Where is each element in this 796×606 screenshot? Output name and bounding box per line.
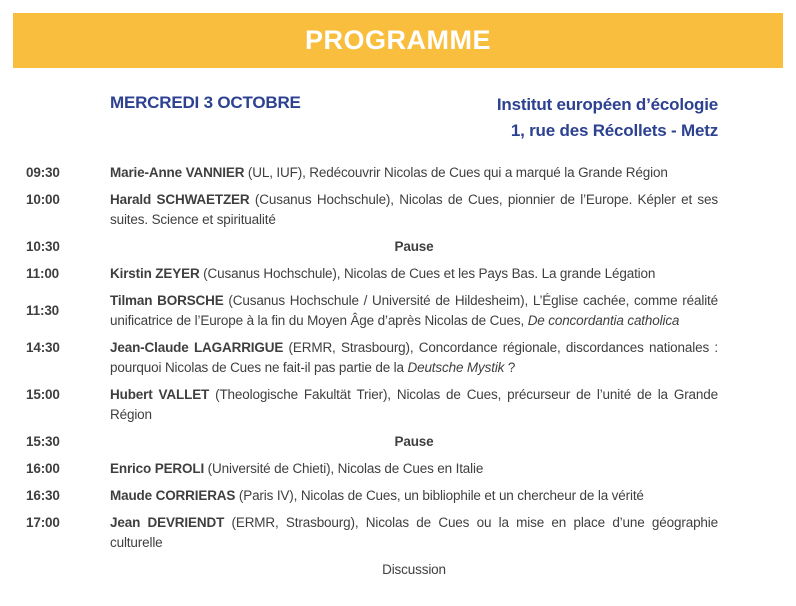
schedule-row [26, 163, 718, 183]
venue-address [497, 92, 718, 144]
time-label: 11:30 [26, 303, 60, 318]
schedule-row [26, 338, 718, 378]
speaker-name: Jean DEVRIENDT [110, 515, 225, 530]
talk-text-after: ? [504, 360, 516, 375]
talk-text: (ERMR, Strasbourg), Nicolas de Cues ou la mise en place d’une géographie culturelle [110, 515, 718, 550]
speaker-name: Kirstin ZEYER [110, 266, 200, 281]
talk-description [110, 486, 718, 506]
talk-text: (Cusanus Hochschule), Nicolas de Cues, pionnier de l’Europe. Képler et ses suites. Science et spiritualité [110, 192, 718, 227]
schedule-row [26, 291, 718, 331]
schedule-row-break [26, 432, 718, 452]
talk-description [110, 385, 718, 425]
break-label: Pause [394, 239, 434, 254]
talk-title-italic: Deutsche Mystik [407, 360, 505, 375]
time-label: 17:00 [26, 515, 60, 530]
page-title: PROGRAMME [305, 25, 491, 55]
schedule-row [26, 264, 718, 284]
time-label: 09:30 [26, 165, 60, 180]
talk-description [110, 264, 718, 284]
speaker-name: Enrico PEROLI [110, 461, 205, 476]
talk-description [110, 459, 718, 479]
talk-text: (ERMR, Strasbourg), Concordance régionale, discordances nationales : pourquoi Nicolas de Cues ne fait-il pas partie de la [110, 340, 718, 375]
schedule-row [26, 385, 718, 425]
talk-text: (Université de Chieti), Nicolas de Cues en Italie [204, 461, 484, 476]
talk-text: (Paris IV), Nicolas de Cues, un bibliophile et un chercheur de la vérité [235, 488, 644, 503]
time-label [26, 560, 110, 580]
talk-description [110, 190, 718, 230]
time-label: 14:30 [26, 340, 60, 355]
talk-description [110, 338, 718, 378]
speaker-name: Jean-Claude LAGARRIGUE [110, 340, 284, 355]
talk-text: (Theologische Fakultät Trier), Nicolas de Cues, précurseur de l’unité de la Grande Région [110, 387, 718, 422]
speaker-name: Harald SCHWAETZER [110, 192, 250, 207]
speaker-name: Marie-Anne VANNIER [110, 165, 245, 180]
time-label: 15:00 [26, 387, 60, 402]
schedule-row [26, 459, 718, 479]
time-label: 16:00 [26, 461, 60, 476]
venue-line2: 1, rue des Récollets - Metz [510, 121, 718, 140]
time-label: 10:00 [26, 192, 60, 207]
session-date: MERCREDI 3 OCTOBRE [110, 93, 301, 112]
schedule-row-discussion [26, 560, 718, 580]
talk-text: (Cusanus Hochschule), Nicolas de Cues et les Pays Bas. La grande Légation [199, 266, 656, 281]
talk-text: (Cusanus Hochschule / Université de Hildesheim), L’Église cachée, comme réalité unificatrice de l’Europe à la fin du Moyen Âge d’après Nicolas de Cues, [110, 293, 718, 328]
schedule-row-break [26, 237, 718, 257]
venue-line1: Institut européen d’écologie [496, 95, 718, 114]
break-label: Pause [394, 434, 434, 449]
discussion-label: Discussion [382, 562, 446, 577]
talk-description [110, 291, 718, 331]
schedule [26, 163, 718, 587]
speaker-name: Maude CORRIERAS [110, 488, 236, 503]
time-label: 10:30 [26, 239, 60, 254]
schedule-row [26, 486, 718, 506]
talk-text: (UL, IUF), Redécouvrir Nicolas de Cues qui a marqué la Grande Région [244, 165, 668, 180]
programme-banner [13, 13, 783, 68]
time-label: 16:30 [26, 488, 60, 503]
time-label: 15:30 [26, 434, 60, 449]
session-header [110, 92, 718, 144]
schedule-row [26, 190, 718, 230]
speaker-name: Tilman BORSCHE [110, 293, 224, 308]
time-label: 11:00 [26, 266, 60, 281]
talk-description [110, 513, 718, 553]
talk-title-italic: De concordantia catholica [527, 313, 680, 328]
speaker-name: Hubert VALLET [110, 387, 210, 402]
schedule-row [26, 513, 718, 553]
talk-description [110, 163, 718, 183]
